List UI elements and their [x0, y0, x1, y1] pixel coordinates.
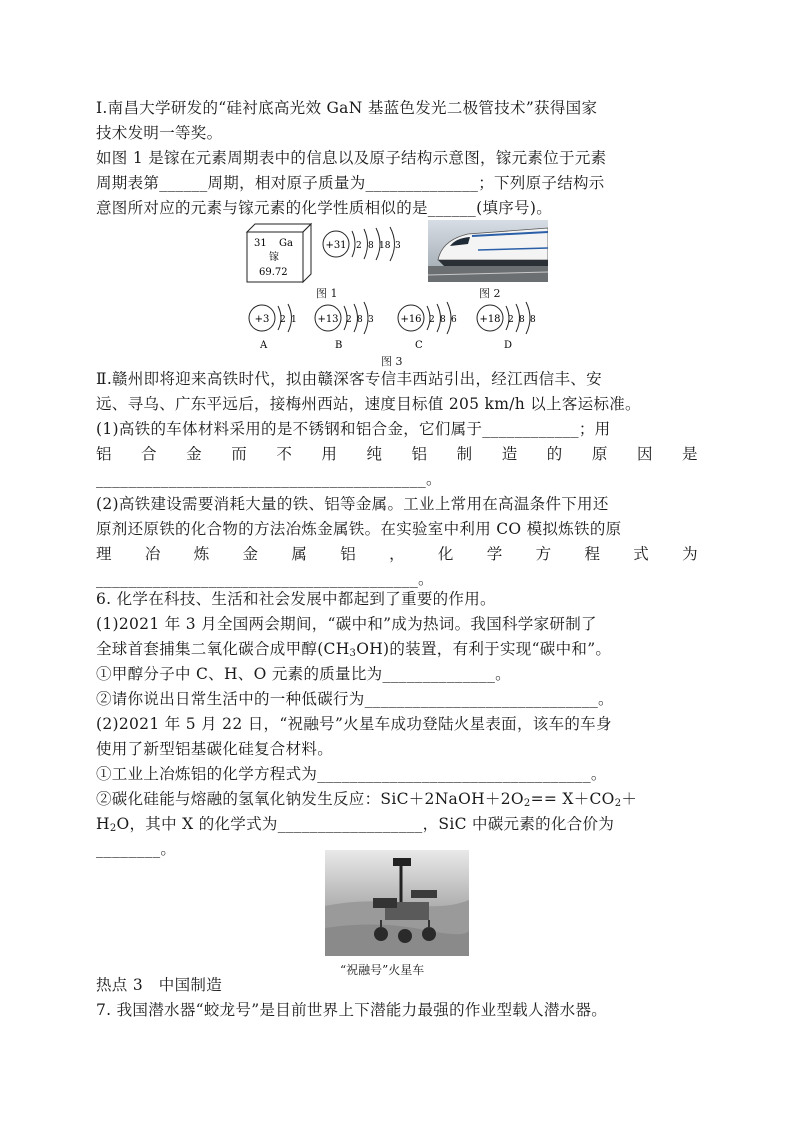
question-6-title: 6. 化学在科技、生活和社会发展中都起到了重要的作用。	[96, 590, 496, 608]
option-label: C	[415, 340, 423, 351]
answer-blank: ________________________________________。	[96, 570, 434, 588]
text-line: Ⅰ.南昌大学研发的“硅衬底高光效 GaN 基蓝色发光二极管技术”获得国家	[96, 99, 598, 117]
text-line: 原剂还原铁的化合物的方法冶炼金属铁。在实验室中利用 CO 模拟炼铁的原	[96, 520, 622, 538]
figure-caption: 图 3	[381, 355, 403, 368]
justified-line: 铝 合 金 而 不 用 纯 铝 制 造 的 原 因 是	[96, 445, 698, 463]
text-line: 周期表第______周期，相对原子质量为______________；下列原子结构示	[96, 174, 605, 192]
svg-text:+13: +13	[317, 314, 339, 325]
svg-text:3: 3	[395, 241, 401, 251]
text-line: 远、寻乌、广东平远后，接梅州西站，速度目标值 205 km/h 以上客运标准。	[96, 395, 641, 413]
svg-text:2: 2	[280, 315, 286, 325]
svg-text:2: 2	[346, 315, 352, 325]
element-name: 镓	[269, 252, 279, 263]
svg-text:+31: +31	[325, 240, 347, 251]
text-line: ②碳化硅能与熔融的氢氧化钠发生反应：$SiC+2NaOH+2O_2== X+CO_2+$	[96, 790, 638, 809]
figure-caption: 图 1	[316, 287, 338, 300]
answer-blank: ________。	[96, 840, 177, 858]
svg-text:2: 2	[429, 315, 435, 325]
text-line: ②请你说出日常生活中的一种低碳行为_____________________________。	[96, 690, 614, 708]
text-line: (2)2021 年 5 月 22 日，“祝融号”火星车成功登陆火星表面，该车的车身	[96, 715, 612, 733]
answer-blank: _________________________________________。	[96, 470, 442, 488]
svg-text:8: 8	[530, 315, 536, 325]
text-line: 意图所对应的元素与镓元素的化学性质相似的是______(填序号)。	[96, 199, 552, 217]
svg-text:8: 8	[440, 315, 446, 325]
text-line: 技术发明一等奖。	[96, 124, 223, 142]
text-line: Ⅱ.赣州即将迎来高铁时代，拟由赣深客专信丰西站引出，经江西信丰、安	[96, 370, 602, 388]
option-label: D	[504, 340, 513, 351]
text-line: (1)2021 年 3 月全国两会期间，“碳中和”成为热词。我国科学家研制了	[96, 615, 597, 633]
text-line: 如图 1 是镓在元素周期表中的信息以及原子结构示意图，镓元素位于元素	[96, 149, 607, 167]
svg-text:8: 8	[357, 315, 363, 325]
atomic-mass: 69.72	[259, 267, 288, 278]
justified-line: 理 冶 炼 金 属 铝 ， 化 学 方 程 式 为	[96, 545, 698, 563]
periodic-table-cell	[243, 222, 323, 284]
figure-caption: 图 2	[479, 287, 501, 300]
svg-text:8: 8	[368, 241, 374, 251]
option-label: A	[260, 340, 268, 351]
option-atoms	[246, 300, 546, 356]
text-line: 全球首套捕集二氧化碳合成甲醇$(CH_3OH)$的装置，有利于实现“碳中和”。	[96, 640, 612, 659]
svg-text:2: 2	[508, 315, 514, 325]
rover-caption: “祝融号”火星车	[340, 963, 425, 977]
element-symbol: Ga	[279, 238, 293, 249]
svg-text:+3: +3	[254, 314, 270, 325]
option-label: B	[335, 340, 343, 351]
svg-text:+18: +18	[479, 314, 501, 325]
atomic-number: 31	[254, 238, 267, 249]
svg-text:18: 18	[379, 241, 391, 251]
svg-text:+16: +16	[400, 314, 422, 325]
text-line: (1)高铁的车体材料采用的是不锈钢和铝合金，它们属于____________；用	[96, 420, 611, 438]
svg-text:3: 3	[368, 315, 374, 325]
high-speed-train-photo	[428, 220, 548, 282]
text-line: 使用了新型铝基碳化硅复合材料。	[96, 740, 334, 758]
text-line: ①甲醇分子中 C、H、O 元素的质量比为______________。	[96, 665, 511, 683]
ga-atom-structure	[318, 226, 404, 266]
question-7-title: 7. 我国潜水器“蛟龙号”是目前世界上下潜能力最强的作业型载人潜水器。	[96, 1001, 608, 1019]
svg-text:8: 8	[519, 315, 525, 325]
svg-text:1: 1	[291, 315, 297, 325]
svg-text:6: 6	[451, 315, 457, 325]
zhurong-rover-photo	[325, 850, 469, 956]
hotspot-heading: 热点 3 中国制造	[96, 976, 222, 994]
text-line: (2)高铁建设需要消耗大量的铁、铝等金属。工业上常用在高温条件下用还	[96, 495, 609, 513]
text-line: $H_2O$，其中 X 的化学式为__________________，SiC 中碳元素的化合价为	[96, 815, 615, 834]
svg-text:2: 2	[356, 241, 362, 251]
text-line: ①工业上冶炼铝的化学方程式为__________________________________。	[96, 765, 607, 783]
